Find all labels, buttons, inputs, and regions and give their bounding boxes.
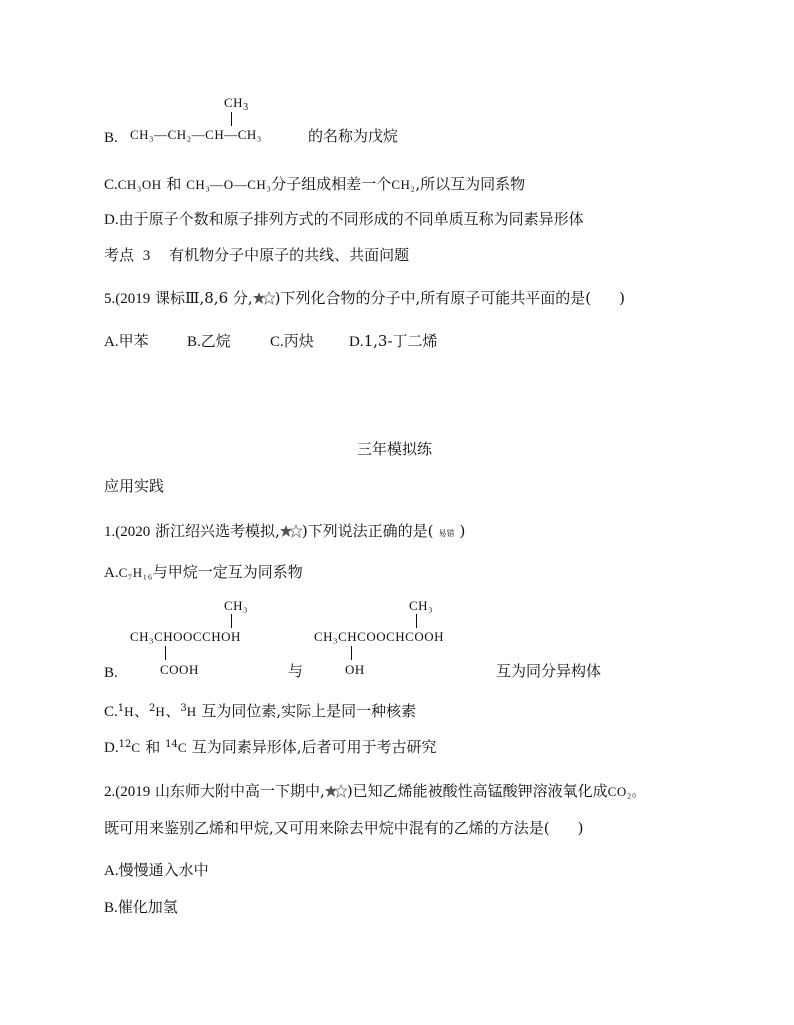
b-right-branch-bond <box>416 614 417 628</box>
q5-option-d: D.1,3-丁二烯 <box>349 332 438 350</box>
p2-option-a: A.慢慢通入水中 <box>104 861 209 879</box>
p1-option-d: D.$^{12}$C 和 $^{14}$C 互为同素异形体,后者可用于考古研究 <box>104 738 437 756</box>
practice-question-1: 1.(2020 浙江绍兴选考模拟, )下列说法正确的是( 易错 ) <box>104 522 466 540</box>
p2-option-b: B.催化加氢 <box>104 898 178 916</box>
b-struct-main: CH₃—CH₂—CH—CH₃ <box>130 127 262 142</box>
p1-option-c: C.$^1$H、$^2$H、$^3$H 互为同位素,实际上是同一种核素 <box>104 702 417 720</box>
p1-option-a: A.C₇H₁₆与甲烷一定互为同系物 <box>104 563 303 581</box>
difficulty-star-icon <box>325 784 347 798</box>
option-c: C.CH₃OH 和 CH₃—O—CH₃分子组成相差一个CH₂,所以互为同系物 <box>104 175 526 193</box>
practice-question-2-line2: 既可用来鉴别乙烯和甲烷,又可用来除去甲烷中混有的乙烯的方法是( ) <box>104 819 584 837</box>
b-left-sub: COOH <box>160 662 199 677</box>
question-5: 5.(2019 课标Ⅲ,8,6 分, )下列化合物的分子中,所有原子可能共平面的是( ) <box>104 289 625 307</box>
section-title: 三年模拟练 <box>357 440 433 458</box>
b-with: 与 <box>288 662 304 680</box>
b-right-main: CH₃CHCOOCHCOOH <box>314 629 444 644</box>
q5-option-c: C.丙炔 <box>270 332 314 350</box>
p1-option-b-text: 互为同分异构体 <box>496 662 602 680</box>
b-right-branch: CH₃ <box>409 598 434 613</box>
b-right-sub-bond <box>351 646 352 660</box>
b-right-sub: OH <box>345 662 365 677</box>
b-left-main: CH₃CHOOCCHOH <box>130 629 241 644</box>
q5-option-a: A.甲苯 <box>104 332 149 350</box>
subsection-title: 应用实践 <box>104 477 165 495</box>
b-left-branch-bond <box>231 614 232 628</box>
practice-question-2: 2.(2019 山东师大附中高一下期中, )已知乙烯能被酸性高锰酸钾溶液氧化成CO₂。 <box>104 782 646 800</box>
q5-option-b: B.乙烷 <box>187 332 231 350</box>
p1-option-b-label: B. <box>104 665 118 681</box>
error-prone-tag: 易错 <box>438 529 455 538</box>
option-b-label: B. <box>104 130 118 146</box>
option-d: D.由于原子个数和原子排列方式的不同形成的不同单质互称为同素异形体 <box>104 210 584 228</box>
difficulty-star-icon <box>280 524 302 538</box>
topic-heading: 考点 3 有机物分子中原子的共线、共面问题 <box>104 246 410 264</box>
b-struct-branch: $CH_3$ <box>224 95 249 113</box>
b-left-sub-bond <box>165 646 166 660</box>
b-left-branch: CH₃ <box>224 598 249 613</box>
difficulty-star-icon <box>253 291 275 305</box>
b-struct-bond <box>231 112 232 126</box>
option-b-text: 的名称为戊烷 <box>308 127 399 145</box>
